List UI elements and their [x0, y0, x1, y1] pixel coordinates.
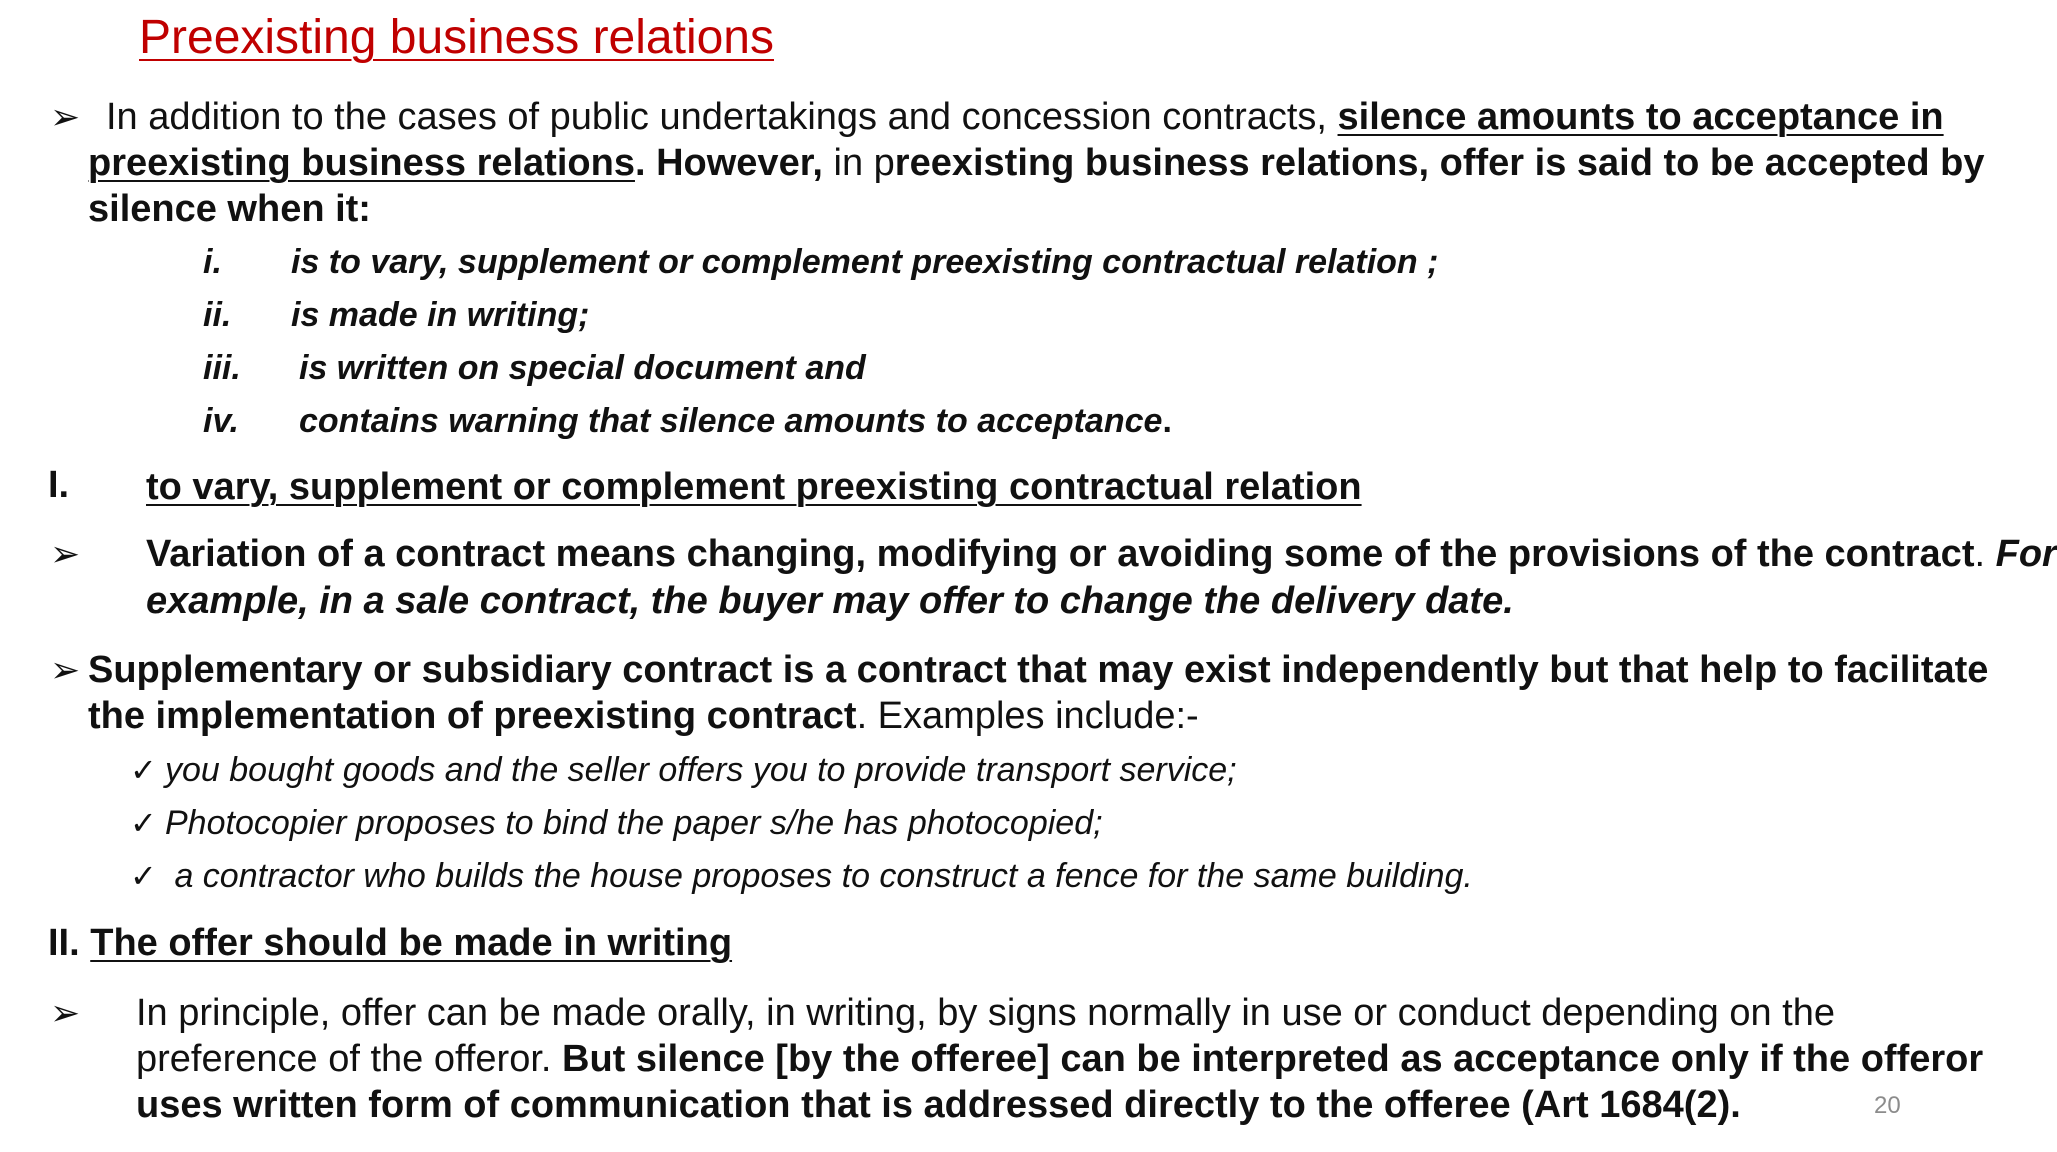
para3-line2-text: . Examples include:-	[856, 695, 1199, 737]
para4-line1: In principle, offer can be made orally, in writing, by signs normally in use or conduct depending on the	[136, 992, 1835, 1034]
arrow-bullet-icon: ➢	[50, 534, 81, 575]
arrow-bullet-icon: ➢	[50, 650, 81, 691]
section2-heading: The offer should be made in writing	[90, 922, 733, 964]
condition-text-main: contains warning that silence amounts to acceptance	[299, 402, 1163, 440]
para1-line2-bold: reexisting business relations, offer is said to be accepted by	[894, 142, 1985, 184]
para4-line3: uses written form of communication that is addressed directly to the offeree (Art 1684(2).	[136, 1084, 1741, 1126]
para2-line1-bold: Variation of a contract means changing, modifying or avoiding some of the provisions of the contract	[146, 533, 1975, 575]
section1-heading: to vary, supplement or complement preexisting contractual relation	[146, 466, 1362, 508]
condition-number: iv.	[203, 402, 239, 440]
checkmark-icon: ✓	[130, 751, 157, 789]
condition-text: is written on special document and	[299, 349, 866, 387]
para4-line2-bold: But silence [by the offeree] can be interpreted as acceptance only if the offeror	[562, 1038, 1984, 1080]
para2-line1-italic: For	[1995, 533, 2057, 575]
para1-line1	[106, 94, 1944, 140]
example-item: Photocopier proposes to bind the paper s/he has photocopied;	[165, 804, 1103, 842]
condition-number: i.	[203, 243, 222, 281]
para3-line2	[88, 693, 1199, 739]
condition-text-period: .	[1162, 402, 1172, 440]
para3-line2-bold: the implementation of preexisting contract	[88, 695, 857, 737]
example-item: you bought goods and the seller offers you to provide transport service;	[165, 751, 1237, 789]
para3-line1: Supplementary or subsidiary contract is a contract that may exist independently but that help to facilitate	[88, 649, 1989, 691]
condition-text: is to vary, supplement or complement preexisting contractual relation ;	[291, 243, 1439, 281]
para1-line1-emphasis: silence amounts to acceptance in	[1337, 96, 1944, 138]
section2-heading-line	[48, 920, 732, 966]
para1-line2	[88, 140, 1984, 186]
para2-line1-text: .	[1974, 533, 1996, 575]
slide-title: Preexisting business relations	[139, 11, 774, 64]
example-item: a contractor who builds the house proposes to construct a fence for the same building.	[165, 857, 1473, 895]
arrow-bullet-icon: ➢	[50, 993, 81, 1034]
condition-number: ii.	[203, 296, 232, 334]
section1-number: I.	[48, 464, 70, 506]
para1-line1-text: In addition to the cases of public undertakings and concession contracts,	[106, 96, 1338, 138]
checkmark-icon: ✓	[130, 857, 157, 895]
para4-line2-text: preference of the offeror.	[136, 1038, 563, 1080]
para1-line2-text: in p	[822, 142, 895, 184]
checkmark-icon: ✓	[130, 804, 157, 842]
para4-line2	[136, 1036, 1983, 1082]
arrow-bullet-icon: ➢	[50, 97, 81, 138]
condition-text: is made in writing;	[291, 296, 590, 334]
section2-number: II.	[48, 922, 91, 964]
para1-line2-however: . However,	[634, 142, 823, 184]
para1-line3: silence when it:	[88, 188, 371, 230]
page-number: 20	[1874, 1092, 1901, 1119]
condition-text	[299, 402, 1172, 441]
condition-number: iii.	[203, 349, 241, 387]
para2-line2: example, in a sale contract, the buyer may offer to change the delivery date.	[146, 580, 1514, 622]
para2-line1	[146, 531, 2057, 577]
para1-line2-emphasis: preexisting business relations	[88, 142, 635, 184]
